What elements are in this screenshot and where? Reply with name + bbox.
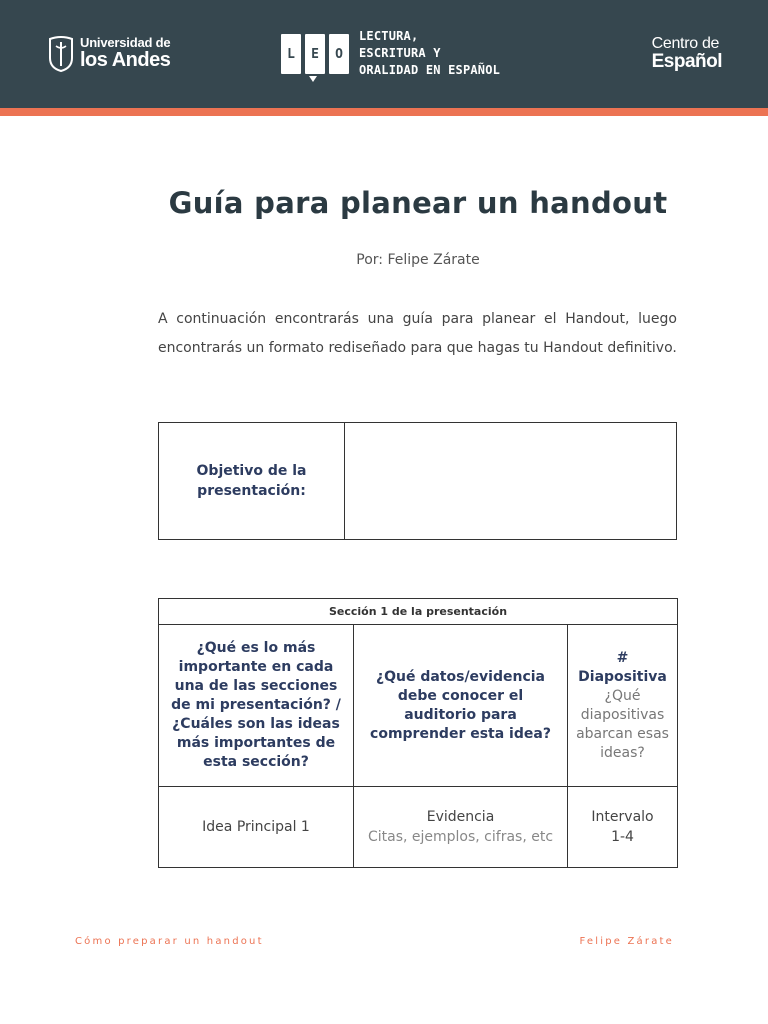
col-header-slides-sub: ¿Qué diapositivas abarcan esas ideas? (576, 687, 669, 761)
section-table (158, 598, 678, 868)
header-accent-stripe (0, 108, 768, 116)
evidence-title: Evidencia (426, 809, 495, 825)
col-header-evidence: ¿Qué datos/evidencia debe conocer el auditorio para comprender esta idea? (354, 625, 568, 787)
header-bar (0, 0, 768, 108)
section-title: Sección 1 de la presentación (159, 599, 678, 625)
centro-line2: Español (651, 51, 722, 72)
table-row (159, 787, 678, 868)
interval-cell: Intervalo 1-4 (568, 787, 678, 868)
footer-author: Felipe Zárate (579, 936, 674, 947)
leo-letter-l: L (281, 34, 301, 74)
evidence-cell (354, 787, 568, 868)
author-line: Por: Felipe Zárate (356, 252, 480, 268)
university-line2: los Andes (80, 49, 171, 71)
centro-line1: Centro de (651, 35, 720, 52)
crest-icon (46, 36, 76, 72)
leo-logo (279, 28, 499, 88)
leo-text-line3: ORALIDAD EN ESPAÑOL (359, 63, 501, 77)
page-title: Guía para planear un handout (168, 186, 668, 220)
leo-text-line1: LECTURA, (359, 29, 419, 43)
col-header-slides (568, 625, 678, 787)
leo-text-line2: ESCRITURA Y (359, 46, 441, 60)
pencil-tip-icon (309, 76, 317, 82)
centro-de-espanol-logo (652, 36, 722, 72)
objective-label: Objetivo de la presentación: (159, 423, 345, 539)
footer-doc-title: Cómo preparar un handout (75, 936, 264, 947)
col-header-slides-title: # Diapositiva (578, 649, 667, 685)
objective-table (158, 422, 677, 540)
col-header-main-ideas: ¿Qué es lo más importante en cada una de las secciones de mi presentación? / ¿Cuáles son las ideas más importantes de esta sección? (159, 625, 354, 787)
leo-letter-e: E (305, 34, 325, 74)
idea-cell: Idea Principal 1 (159, 787, 354, 868)
evidence-sub: Citas, ejemplos, cifras, etc (367, 829, 554, 845)
leo-letter-o: O (329, 34, 349, 74)
objective-value-cell (345, 423, 676, 539)
university-line1: Universidad de (80, 35, 171, 50)
intro-paragraph: A continuación encontrarás una guía para planear el Handout, luego encontrarás un formato rediseñado para que hagas tu Handout definitivo. (158, 311, 677, 356)
